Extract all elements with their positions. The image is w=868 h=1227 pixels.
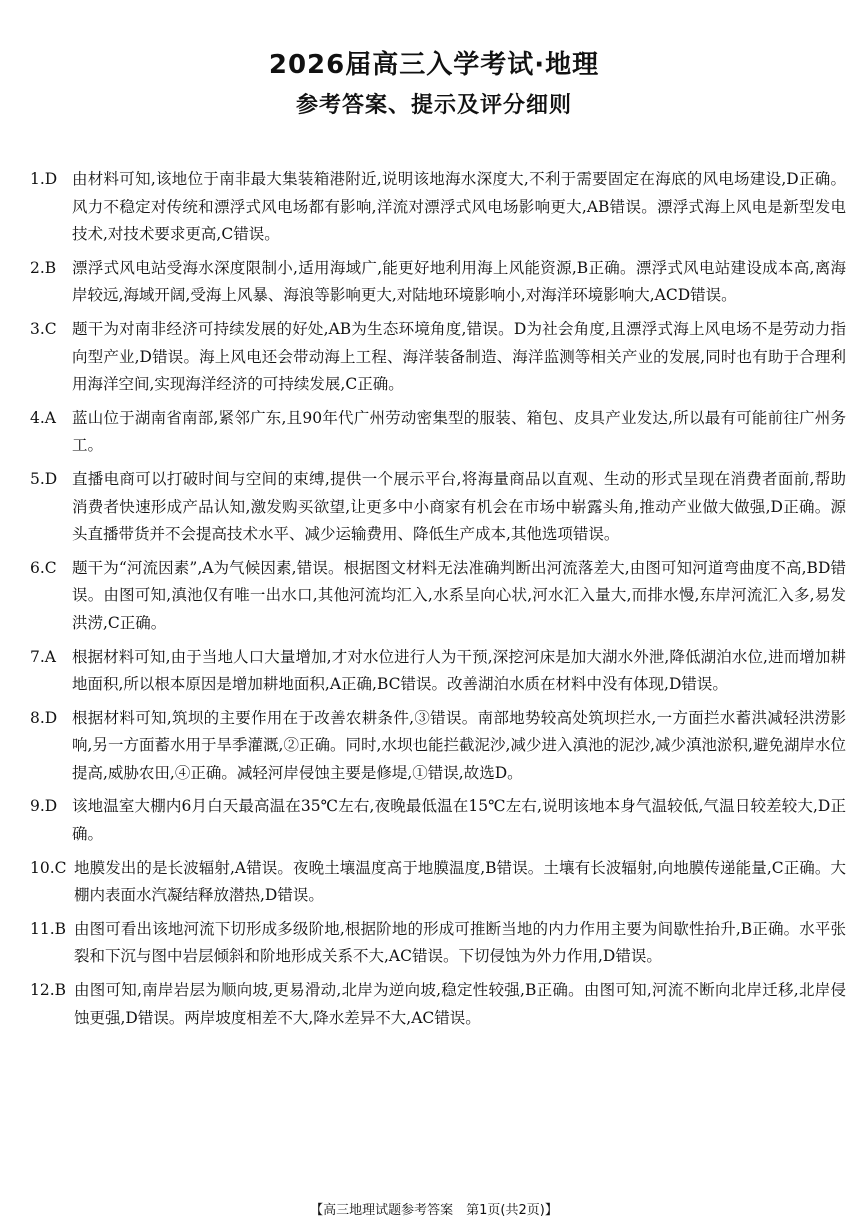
- answer-text: 由材料可知,该地位于南非最大集装箱港附近,说明该地海水深度大,不利于需要固定在海底的风电场建设,D正确。风力不稳定对传统和漂浮式风电场都有影响,洋流对漂浮式风电场影响更大,AB错误。漂浮式海上风电是新型发电技术,对技术要求更高,C错误。: [72, 170, 846, 244]
- answer-item-11: [30, 916, 846, 971]
- answer-number: 3.C: [30, 319, 57, 338]
- answer-item-4: [30, 405, 846, 460]
- answer-text: 直播电商可以打破时间与空间的束缚,提供一个展示平台,将海量商品以直观、生动的形式呈现在消费者面前,帮助消费者快速形成产品认知,激发购买欲望,让更多中小商家有机会在市场中崭露头角,推动产业做大做强,D正确。源头直播带货并不会提高技术水平、减少运输费用、降低生产成本,其他选项错误。: [72, 469, 846, 544]
- answer-text: 由图可知,南岸岩层为顺向坡,更易滑动,北岸为逆向坡,稳定性较强,B正确。由图可知,河流不断向北岸迁移,北岸侵蚀更强,D错误。两岸坡度相差不大,降水差异不大,AC错误。: [74, 981, 846, 1027]
- answer-item-10: [30, 855, 846, 910]
- answer-item-1: [30, 166, 846, 249]
- page-subtitle: 参考答案、提示及评分细则: [295, 93, 572, 118]
- answer-list: [30, 166, 846, 1038]
- answer-text: 漂浮式风电站受海水深度限制小,适用海域广,能更好地利用海上风能资源,B正确。漂浮式风电站建设成本高,离海岸较远,海域开阔,受海上风暴、海浪等影响更大,对陆地环境影响小,对海洋环境影响大,ACD错误。: [72, 258, 846, 305]
- answer-item-8: [30, 705, 846, 788]
- answer-text: 根据材料可知,筑坝的主要作用在于改善农耕条件,③错误。南部地势较高处筑坝拦水,一方面拦水蓄洪减轻洪涝影响,另一方面蓄水用于旱季灌溉,②正确。同时,水坝也能拦截泥沙,减少进入滇池的泥沙,减少滇池淤积,避免湖岸水位提高,威胁农田,④正确。减轻河岸侵蚀主要是修堤,①错误,故选D。: [72, 708, 846, 782]
- page-footer: 【高三地理试题参考答案 第1页(共2页)】: [310, 1203, 558, 1218]
- answer-number: 7.A: [30, 647, 56, 666]
- answer-number: 2.B: [30, 258, 57, 277]
- answer-text: 题干为“河流因素”,A为气候因素,错误。根据图文材料无法准确判断出河流落差大,由图可知河道弯曲度不高,BD错误。由图可知,滇池仅有唯一出水口,其他河流均汇入,水系呈向心状,河水汇入量大,而排水慢,东岸河流汇入多,易发洪涝,C正确。: [72, 558, 846, 632]
- answer-item-5: [30, 466, 846, 549]
- answer-text: 地膜发出的是长波辐射,A错误。夜晚土壤温度高于地膜温度,B错误。土壤有长波辐射,向地膜传递能量,C正确。大棚内表面水汽凝结释放潜热,D错误。: [74, 858, 846, 905]
- answer-number: 6.C: [30, 558, 57, 577]
- answer-number: 1.D: [30, 170, 58, 188]
- answer-item-3: [30, 316, 846, 399]
- page-title: 2026届高三入学考试·地理: [268, 50, 600, 80]
- answer-number: 4.A: [30, 408, 56, 427]
- answer-number: 11.B: [30, 919, 67, 938]
- answer-text: 由图可看出该地河流下切形成多级阶地,根据阶地的形成可推断当地的内力作用主要为间歇性抬升,B正确。水平张裂和下沉与图中岩层倾斜和阶地形成关系不大,AC错误。下切侵蚀为外力作用,D错误。: [74, 919, 846, 966]
- answer-item-9: [30, 793, 846, 848]
- answer-item-6: [30, 555, 846, 638]
- answer-item-12: [30, 977, 846, 1032]
- answer-item-7: [30, 644, 846, 699]
- answer-text: 题干为对南非经济可持续发展的好处,AB为生态环境角度,错误。D为社会角度,且漂浮式海上风电场不是劳动力指向型产业,D错误。海上风电还会带动海上工程、海洋装备制造、海洋监测等相关产业的发展,同时也有助于合理利用海洋空间,实现海洋经济的可持续发展,C正确。: [72, 319, 846, 394]
- answer-number: 12.B: [30, 981, 67, 1000]
- answer-number: 10.C: [30, 858, 67, 877]
- answer-number: 9.D: [30, 797, 58, 816]
- answer-text: 根据材料可知,由于当地人口大量增加,才对水位进行人为干预,深挖河床是加大湖水外泄,降低湖泊水位,进而增加耕地面积,所以根本原因是增加耕地面积,A正确,BC错误。改善湖泊水质在材料中没有体现,D错误。: [72, 647, 846, 694]
- answer-number: 5.D: [30, 469, 58, 488]
- answer-text: 蓝山位于湖南省南部,紧邻广东,且90年代广州劳动密集型的服装、箱包、皮具产业发达,所以最有可能前往广州务工。: [72, 408, 846, 455]
- answer-text: 该地温室大棚内6月白天最高温在35℃左右,夜晚最低温在15℃左右,说明该地本身气温较低,气温日较差较大,D正确。: [72, 797, 846, 844]
- answer-item-2: [30, 255, 846, 310]
- answer-number: 8.D: [30, 708, 58, 727]
